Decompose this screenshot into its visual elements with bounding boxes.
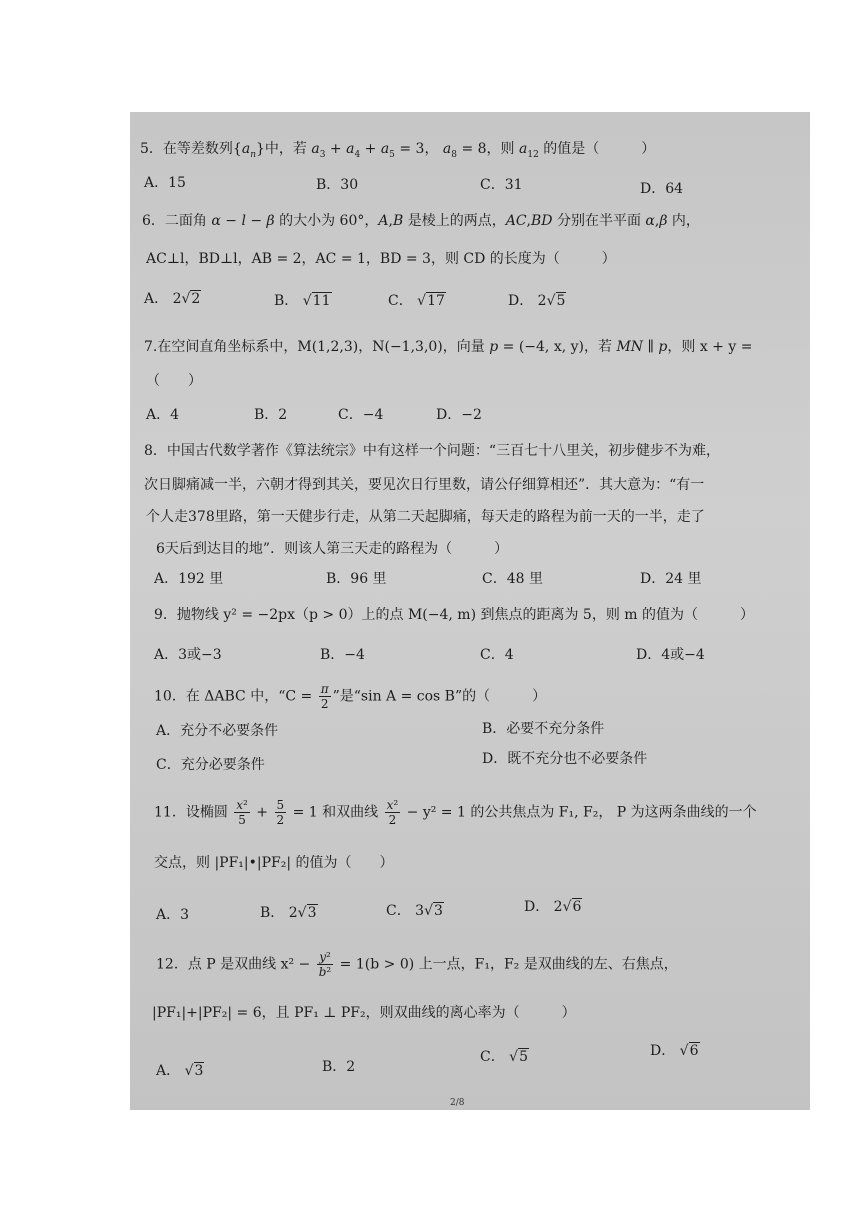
q8-option-c: C．48 里 — [482, 571, 543, 587]
question-7-blank: （ ） — [146, 373, 202, 389]
question-11-line-2: 交点，则 |PF₁|•|PF₂| 的值为（ ） — [154, 855, 394, 871]
q9-option-d: D．4或−4 — [636, 647, 705, 663]
q11-option-d: D． 2√6 — [524, 899, 582, 915]
q11-option-a: A．3 — [156, 907, 190, 923]
q5-option-c: C．31 — [480, 177, 523, 193]
question-8-line-1: 8．中国古代数学著作《算法统宗》中有这样一个问题：“三百七十八里关，初步健步不为难， — [144, 443, 721, 459]
q9-option-a: A．3或−3 — [154, 647, 222, 663]
question-6-line-2: AC⊥l，BD⊥l，AB = 2，AC = 1，BD = 3，则 CD 的长度为（ ） — [146, 251, 616, 267]
q6-option-c: C． √17 — [388, 293, 445, 309]
q6-option-b: B． √11 — [274, 293, 331, 309]
q7-option-b: B．2 — [254, 407, 288, 423]
q12-option-d: D． √6 — [650, 1043, 699, 1059]
q9-option-c: C．4 — [480, 647, 514, 663]
q7-option-d: D．−2 — [436, 407, 482, 423]
q7-option-a: A．4 — [146, 407, 180, 423]
question-12-line-2: |PF₁|+|PF₂| = 6，且 PF₁ ⊥ PF₂，则双曲线的离心率为（ ） — [152, 1005, 576, 1021]
q5-option-d: D．64 — [640, 181, 684, 197]
q11-option-c: C． 3√3 — [386, 903, 443, 919]
q8-option-d: D．24 里 — [640, 571, 702, 587]
question-12-line-1: 12．点 P 是双曲线 x² − $\frac{\text{y²}}{\text{b²}}$ = 1(b > 0) 上一点，F₁，F₂ 是双曲线的左、右焦点， — [156, 950, 678, 979]
q12-option-c: C． √5 — [480, 1049, 529, 1065]
question-9: 9．抛物线 y² = −2px（p > 0）上的点 M(−4, m) 到焦点的距离为 5，则 m 的值为（ ） — [154, 607, 755, 623]
q5-option-a: A．15 — [144, 175, 186, 191]
question-8-line-4: 6天后到达目的地”．则该人第三天走的路程为（ ） — [156, 541, 509, 557]
q9-option-b: B．−4 — [320, 647, 365, 663]
q12-option-a: A． √3 — [156, 1063, 204, 1079]
question-6-line-1: 6．二面角 α − l − β 的大小为 60°，A,B 是棱上的两点，AC,BD 分别在半平面 α,β 内， — [142, 213, 700, 229]
question-8-line-2: 次日脚痛减一半，六朝才得到其关，要见次日行里数，请公仔细算相还”．其大意为：“有一 — [144, 477, 705, 493]
q6-option-a: A． 2√2 — [144, 291, 201, 307]
question-11-line-1: 11．设椭圆 $\frac{\text{x²}}{5}$ + $\frac{5}{2}$ = 1 和双曲线 $\frac{\text{x²}}{2}$ − y² = 1 的公共焦点为 F₁, F₂， P 为这两条曲线的一个 — [154, 798, 757, 827]
page-number: 2/8 — [450, 1098, 465, 1108]
question-7: 7.在空间直角坐标系中，M(1,2,3)，N(−1,3,0)，向量 p = (−4, x, y)，若 MN ∥ p，则 x + y = — [144, 339, 753, 355]
q10-option-d: D．既不充分也不必要条件 — [482, 751, 648, 767]
q10-option-a: A．充分不必要条件 — [156, 723, 279, 739]
q6-option-d: D． 2√5 — [508, 293, 566, 309]
question-8-line-3: 个人走378里路，第一天健步行走，从第二天起脚痛，每天走的路程为前一天的一半，走了 — [146, 509, 705, 525]
exam-sheet — [130, 112, 810, 1110]
q11-option-b: B． 2√3 — [260, 905, 317, 921]
q5-option-b: B．30 — [316, 177, 359, 193]
q12-option-b: B．2 — [322, 1059, 356, 1075]
question-5: 5．在等差数列$\{a_n\}$中，若 $a_3 + a_4 + a_5 = 3$， $a_8 = 8$，则 $a_{12}$ 的值是（ ） — [140, 141, 656, 160]
question-10: 10．在 ΔABC 中，“C = $\frac{\pi}{2}$ ”是“sin A = cos B”的（ ） — [154, 682, 547, 711]
q7-option-c: C．−4 — [338, 407, 384, 423]
q8-option-a: A．192 里 — [154, 571, 224, 587]
q8-option-b: B．96 里 — [326, 571, 387, 587]
q10-option-b: B．必要不充分条件 — [482, 721, 605, 737]
q10-option-c: C．充分必要条件 — [156, 757, 265, 773]
